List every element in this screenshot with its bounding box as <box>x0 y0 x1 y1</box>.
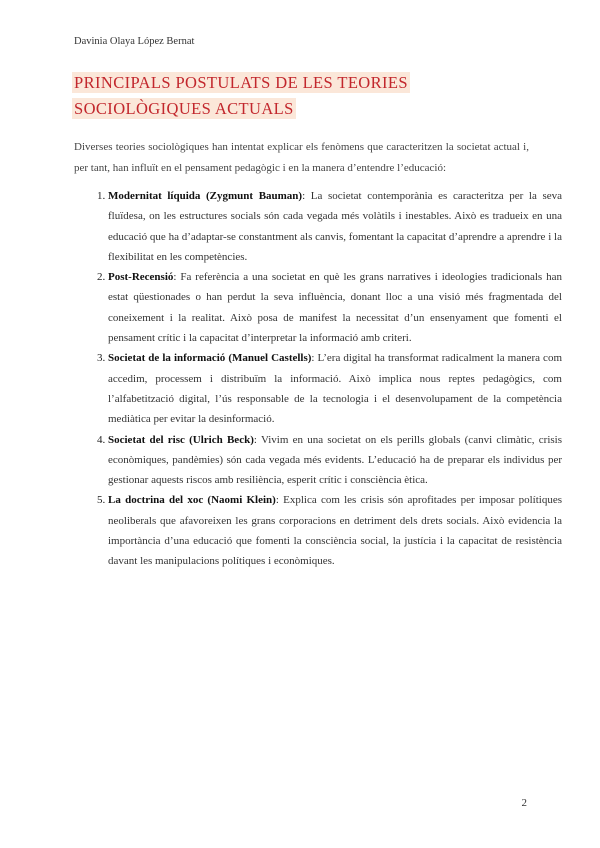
list-item-term: Societat del risc (Ulrich Beck) <box>108 433 254 446</box>
list-item-text: : L’era digital ha transformat radicalment la manera com accedim, processem i distribuïm la informació. Això implica nous reptes pedagògics, com l’alfabetització digital, l’ús responsable de la tecnologia i el desenvolupament de la competència mediàtica per evitar la desinformació. <box>108 352 562 426</box>
list-item <box>108 490 562 571</box>
list-item <box>108 430 562 491</box>
list-item <box>108 186 562 267</box>
list-item-text: : Fa referència a una societat en què les grans narratives i ideologies tradicionals han estat qüestionades o han perdut la seva influència, donant lloc a una visió més fragmentada del coneixement i la realitat. Això posa de manifest la necessitat d’un ensenyament que fomenti el pensament crític i la capacitat d’interpretar la informació amb criteri. <box>108 271 562 345</box>
page-header-author: Davinia Olaya López Bernat <box>74 36 195 47</box>
list-item-text: : Vivim en una societat on els perills globals (canvi climàtic, crisis econòmiques, pandèmies) són cada vegada més evidents. L’educació ha de preparar els individus per gestionar aquests riscos amb resiliència, esperit crític i consciència ètica. <box>108 433 563 487</box>
list-item <box>108 267 562 348</box>
section-title-text: PRINCIPALS POSTULATS DE LES TEORIES SOCIOLÒGIQUES ACTUALS <box>74 73 408 118</box>
list-item-term: Post-Recensió <box>108 271 174 284</box>
theories-list <box>74 186 562 572</box>
list-item <box>108 348 562 429</box>
list-item-term: La doctrina del xoc (Naomi Klein) <box>108 494 276 507</box>
page-number: 2 <box>521 797 527 809</box>
list-item-term: Societat de la informació (Manuel Castells) <box>108 352 312 365</box>
list-item-term: Modernitat líquida (Zygmunt Bauman) <box>108 190 303 202</box>
intro-paragraph: Diverses teories sociològiques han intentat explicar els fenòmens que caracteritzen la societat actual i, per tant, han influït en el pensament pedagògic i en la manera d’entendre l’educació: <box>74 141 529 174</box>
list-item-text: : La societat contemporània es caracteritza per la seva fluïdesa, on les estructures socials són cada vegada més volàtils i inestables. Això es tradueix en una educació que ha d’adaptar-se constantment als canvis, fomentant la capacitat d’aprendre a aprendre i la flexibilitat en les competències. <box>108 190 562 263</box>
list-item-text: : Explica com les crisis són aprofitades per imposar polítiques neoliberals que afavoreixen les grans corporacions en detriment dels drets socials. Això evidencia la importància d’una educació que fomenti la consciència social, la justícia i la capacitat de resistència davant les manipulacions polítiques i econòmiques. <box>108 494 562 568</box>
section-title <box>72 70 532 122</box>
